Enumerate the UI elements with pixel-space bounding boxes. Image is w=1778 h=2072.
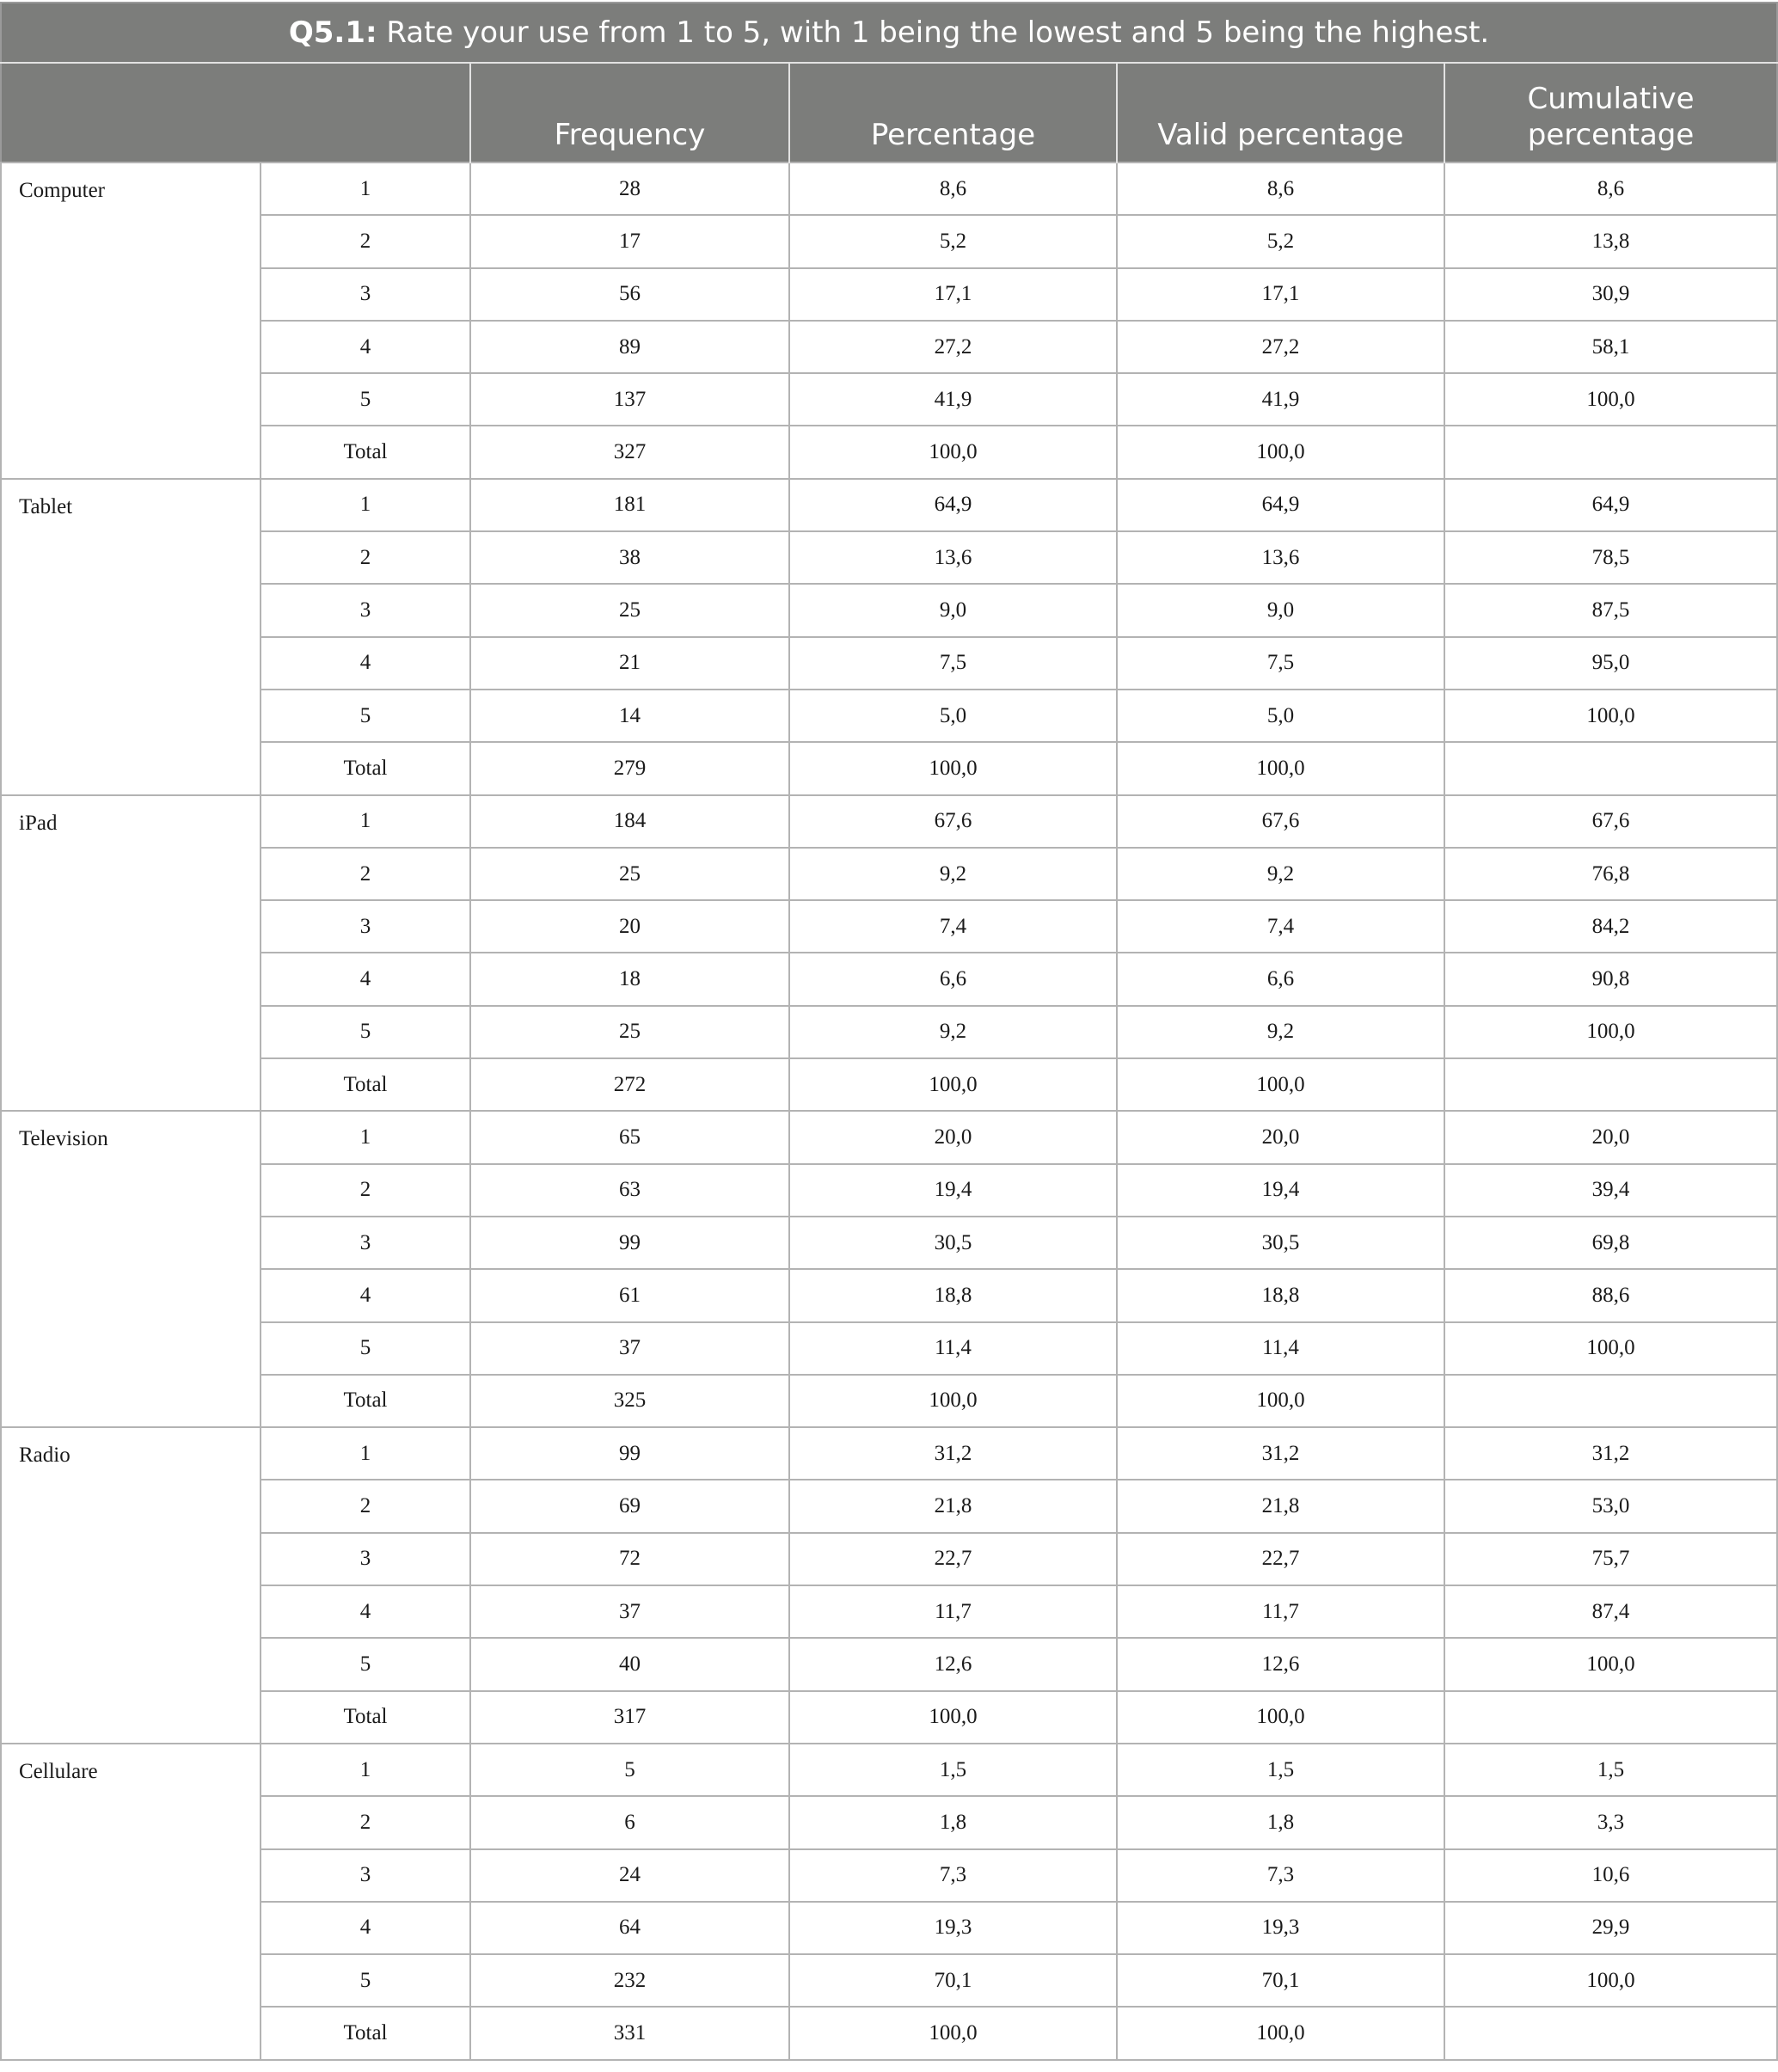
- cell-frequency: 14: [470, 690, 789, 742]
- cell-frequency: 5: [470, 1744, 789, 1796]
- cell-percentage: 70,1: [789, 1954, 1117, 2007]
- cell-frequency: 25: [470, 1006, 789, 1058]
- table-title: [1, 3, 1777, 63]
- table-body: [1, 162, 1777, 2060]
- table-row: [1, 1796, 1777, 1848]
- column-header-cumulative-percentage: Cumulative percentage: [1444, 63, 1777, 162]
- table-row: [1, 900, 1777, 953]
- cell-rating: 2: [261, 1480, 470, 1532]
- table-row: [1, 637, 1777, 690]
- cell-frequency: 232: [470, 1954, 789, 2007]
- cell-frequency: 279: [470, 742, 789, 794]
- cell-cumulative-percentage: 53,0: [1444, 1480, 1777, 1532]
- cell-percentage: 100,0: [789, 1691, 1117, 1744]
- cell-frequency: 64: [470, 1902, 789, 1954]
- cell-percentage: 11,4: [789, 1322, 1117, 1375]
- cell-rating: Total: [261, 1691, 470, 1744]
- cell-frequency: 18: [470, 953, 789, 1005]
- cell-percentage: 27,2: [789, 321, 1117, 373]
- table-title-row: [1, 3, 1777, 63]
- cell-valid-percentage: 9,0: [1117, 584, 1444, 636]
- table-row: [1, 690, 1777, 742]
- cell-cumulative-percentage: 100,0: [1444, 1638, 1777, 1690]
- cell-cumulative-percentage: 88,6: [1444, 1269, 1777, 1321]
- cell-frequency: 65: [470, 1111, 789, 1163]
- cell-frequency: 56: [470, 268, 789, 321]
- table-row: [1, 1322, 1777, 1375]
- cell-frequency: 63: [470, 1164, 789, 1217]
- cell-percentage: 17,1: [789, 268, 1117, 321]
- device-label: Cellulare: [1, 1744, 261, 2060]
- cell-frequency: 25: [470, 584, 789, 636]
- cell-rating: 4: [261, 1585, 470, 1638]
- cell-cumulative-percentage: 100,0: [1444, 1322, 1777, 1375]
- cell-cumulative-percentage: 76,8: [1444, 848, 1777, 900]
- device-label: Radio: [1, 1427, 261, 1744]
- cell-valid-percentage: 20,0: [1117, 1111, 1444, 1163]
- cell-percentage: 12,6: [789, 1638, 1117, 1690]
- table-row: [1, 426, 1777, 478]
- cell-valid-percentage: 100,0: [1117, 1058, 1444, 1111]
- cell-rating: Total: [261, 426, 470, 478]
- cell-rating: 1: [261, 1427, 470, 1480]
- cell-cumulative-percentage: 67,6: [1444, 795, 1777, 848]
- cell-rating: 2: [261, 531, 470, 584]
- cell-percentage: 1,5: [789, 1744, 1117, 1796]
- table-row: [1, 1164, 1777, 1217]
- cell-frequency: 37: [470, 1322, 789, 1375]
- cell-cumulative-percentage: 1,5: [1444, 1744, 1777, 1796]
- cell-percentage: 7,5: [789, 637, 1117, 690]
- cell-rating: 2: [261, 1164, 470, 1217]
- device-label: iPad: [1, 795, 261, 1112]
- column-header-row: [1, 63, 1777, 162]
- cell-percentage: 7,3: [789, 1849, 1117, 1902]
- cell-cumulative-percentage: 84,2: [1444, 900, 1777, 953]
- cell-cumulative-percentage: 100,0: [1444, 690, 1777, 742]
- cell-frequency: 99: [470, 1217, 789, 1269]
- cell-rating: 5: [261, 1954, 470, 2007]
- cell-cumulative-percentage: 90,8: [1444, 953, 1777, 1005]
- cell-valid-percentage: 11,4: [1117, 1322, 1444, 1375]
- cell-percentage: 19,3: [789, 1902, 1117, 1954]
- table-row: [1, 1744, 1777, 1796]
- cell-rating: Total: [261, 1375, 470, 1427]
- cell-percentage: 100,0: [789, 742, 1117, 794]
- cell-rating: 3: [261, 1533, 470, 1585]
- cell-valid-percentage: 17,1: [1117, 268, 1444, 321]
- column-header-blank: [1, 63, 470, 162]
- cell-rating: 4: [261, 321, 470, 373]
- cell-valid-percentage: 67,6: [1117, 795, 1444, 848]
- cell-rating: 5: [261, 373, 470, 426]
- cell-valid-percentage: 30,5: [1117, 1217, 1444, 1269]
- cell-percentage: 21,8: [789, 1480, 1117, 1532]
- table-row: [1, 215, 1777, 267]
- cell-valid-percentage: 18,8: [1117, 1269, 1444, 1321]
- cell-frequency: 69: [470, 1480, 789, 1532]
- cell-valid-percentage: 7,5: [1117, 637, 1444, 690]
- cell-percentage: 9,0: [789, 584, 1117, 636]
- cell-rating: Total: [261, 742, 470, 794]
- table-row: [1, 795, 1777, 848]
- cell-cumulative-percentage: 31,2: [1444, 1427, 1777, 1480]
- table-row: [1, 321, 1777, 373]
- cell-cumulative-percentage: 75,7: [1444, 1533, 1777, 1585]
- cell-valid-percentage: 100,0: [1117, 1691, 1444, 1744]
- cell-percentage: 41,9: [789, 373, 1117, 426]
- cell-valid-percentage: 5,2: [1117, 215, 1444, 267]
- cell-cumulative-percentage: 100,0: [1444, 1006, 1777, 1058]
- cell-cumulative-percentage: [1444, 1058, 1777, 1111]
- cell-rating: 5: [261, 690, 470, 742]
- cell-rating: 1: [261, 162, 470, 215]
- cell-rating: 3: [261, 1217, 470, 1269]
- cell-percentage: 8,6: [789, 162, 1117, 215]
- cell-valid-percentage: 7,4: [1117, 900, 1444, 953]
- table-row: [1, 1638, 1777, 1690]
- frequency-table-frame: [0, 2, 1778, 2061]
- cell-valid-percentage: 5,0: [1117, 690, 1444, 742]
- table-row: [1, 1849, 1777, 1902]
- column-header-frequency: Frequency: [470, 63, 789, 162]
- cell-valid-percentage: 22,7: [1117, 1533, 1444, 1585]
- cell-valid-percentage: 19,4: [1117, 1164, 1444, 1217]
- cell-frequency: 21: [470, 637, 789, 690]
- table-row: [1, 1533, 1777, 1585]
- cell-percentage: 11,7: [789, 1585, 1117, 1638]
- table-row: [1, 1427, 1777, 1480]
- cell-rating: 1: [261, 1111, 470, 1163]
- cell-cumulative-percentage: 3,3: [1444, 1796, 1777, 1848]
- cell-frequency: 72: [470, 1533, 789, 1585]
- cell-valid-percentage: 100,0: [1117, 426, 1444, 478]
- frequency-table: [0, 2, 1778, 2061]
- cell-cumulative-percentage: 100,0: [1444, 373, 1777, 426]
- cell-valid-percentage: 6,6: [1117, 953, 1444, 1005]
- cell-percentage: 100,0: [789, 1375, 1117, 1427]
- cell-frequency: 137: [470, 373, 789, 426]
- cell-cumulative-percentage: 64,9: [1444, 479, 1777, 531]
- cell-frequency: 28: [470, 162, 789, 215]
- cell-rating: 5: [261, 1638, 470, 1690]
- cell-percentage: 5,2: [789, 215, 1117, 267]
- cell-valid-percentage: 19,3: [1117, 1902, 1444, 1954]
- cell-frequency: 89: [470, 321, 789, 373]
- cell-cumulative-percentage: 87,4: [1444, 1585, 1777, 1638]
- table-row: [1, 1954, 1777, 2007]
- cell-valid-percentage: 64,9: [1117, 479, 1444, 531]
- table-row: [1, 1902, 1777, 1954]
- cell-valid-percentage: 12,6: [1117, 1638, 1444, 1690]
- cell-cumulative-percentage: 78,5: [1444, 531, 1777, 584]
- table-title-text: Rate your use from 1 to 5, with 1 being the lowest and 5 being the highest.: [377, 15, 1490, 50]
- cell-percentage: 1,8: [789, 1796, 1117, 1848]
- cell-frequency: 181: [470, 479, 789, 531]
- cell-percentage: 5,0: [789, 690, 1117, 742]
- table-row: [1, 1058, 1777, 1111]
- column-header-percentage: Percentage: [789, 63, 1117, 162]
- cell-cumulative-percentage: 10,6: [1444, 1849, 1777, 1902]
- cell-rating: 3: [261, 900, 470, 953]
- cell-cumulative-percentage: 20,0: [1444, 1111, 1777, 1163]
- cell-rating: 4: [261, 637, 470, 690]
- cell-frequency: 38: [470, 531, 789, 584]
- cell-rating: 1: [261, 479, 470, 531]
- cell-valid-percentage: 9,2: [1117, 848, 1444, 900]
- cell-percentage: 6,6: [789, 953, 1117, 1005]
- cell-percentage: 9,2: [789, 1006, 1117, 1058]
- cell-cumulative-percentage: [1444, 1375, 1777, 1427]
- cell-percentage: 7,4: [789, 900, 1117, 953]
- cell-frequency: 40: [470, 1638, 789, 1690]
- cell-rating: 1: [261, 795, 470, 848]
- cell-frequency: 325: [470, 1375, 789, 1427]
- table-row: [1, 1585, 1777, 1638]
- cell-frequency: 61: [470, 1269, 789, 1321]
- cell-percentage: 19,4: [789, 1164, 1117, 1217]
- table-row: [1, 2007, 1777, 2060]
- table-row: [1, 1269, 1777, 1321]
- cell-valid-percentage: 8,6: [1117, 162, 1444, 215]
- cell-valid-percentage: 11,7: [1117, 1585, 1444, 1638]
- cell-valid-percentage: 1,5: [1117, 1744, 1444, 1796]
- cell-rating: 4: [261, 1902, 470, 1954]
- cell-percentage: 64,9: [789, 479, 1117, 531]
- cell-percentage: 100,0: [789, 426, 1117, 478]
- cell-frequency: 37: [470, 1585, 789, 1638]
- table-row: [1, 1217, 1777, 1269]
- cell-rating: 4: [261, 953, 470, 1005]
- table-row: [1, 1006, 1777, 1058]
- cell-percentage: 9,2: [789, 848, 1117, 900]
- cell-valid-percentage: 13,6: [1117, 531, 1444, 584]
- cell-cumulative-percentage: [1444, 2007, 1777, 2060]
- cell-rating: Total: [261, 2007, 470, 2060]
- cell-rating: 3: [261, 268, 470, 321]
- cell-valid-percentage: 7,3: [1117, 1849, 1444, 1902]
- cell-rating: 5: [261, 1006, 470, 1058]
- cell-rating: 2: [261, 848, 470, 900]
- cell-rating: 3: [261, 584, 470, 636]
- cell-cumulative-percentage: 30,9: [1444, 268, 1777, 321]
- cell-valid-percentage: 41,9: [1117, 373, 1444, 426]
- cell-rating: 2: [261, 215, 470, 267]
- device-label: Tablet: [1, 479, 261, 795]
- table-row: [1, 531, 1777, 584]
- cell-frequency: 20: [470, 900, 789, 953]
- cell-cumulative-percentage: 39,4: [1444, 1164, 1777, 1217]
- cell-rating: 4: [261, 1269, 470, 1321]
- cell-frequency: 24: [470, 1849, 789, 1902]
- cell-frequency: 184: [470, 795, 789, 848]
- cell-valid-percentage: 100,0: [1117, 1375, 1444, 1427]
- cell-cumulative-percentage: 13,8: [1444, 215, 1777, 267]
- cell-percentage: 18,8: [789, 1269, 1117, 1321]
- cell-valid-percentage: 1,8: [1117, 1796, 1444, 1848]
- cell-frequency: 327: [470, 426, 789, 478]
- cell-cumulative-percentage: 8,6: [1444, 162, 1777, 215]
- cell-cumulative-percentage: [1444, 742, 1777, 794]
- cell-cumulative-percentage: 69,8: [1444, 1217, 1777, 1269]
- table-row: [1, 373, 1777, 426]
- column-header-valid-percentage: Valid percentage: [1117, 63, 1444, 162]
- table-row: [1, 1691, 1777, 1744]
- cell-valid-percentage: 21,8: [1117, 1480, 1444, 1532]
- cell-valid-percentage: 27,2: [1117, 321, 1444, 373]
- table-row: [1, 1375, 1777, 1427]
- table-row: [1, 162, 1777, 215]
- cell-valid-percentage: 9,2: [1117, 1006, 1444, 1058]
- table-row: [1, 584, 1777, 636]
- cell-percentage: 100,0: [789, 1058, 1117, 1111]
- cell-rating: 3: [261, 1849, 470, 1902]
- cell-cumulative-percentage: 100,0: [1444, 1954, 1777, 2007]
- table-row: [1, 953, 1777, 1005]
- cell-valid-percentage: 70,1: [1117, 1954, 1444, 2007]
- cell-percentage: 100,0: [789, 2007, 1117, 2060]
- table-row: [1, 742, 1777, 794]
- cell-valid-percentage: 100,0: [1117, 2007, 1444, 2060]
- cell-cumulative-percentage: 58,1: [1444, 321, 1777, 373]
- cell-valid-percentage: 31,2: [1117, 1427, 1444, 1480]
- cell-valid-percentage: 100,0: [1117, 742, 1444, 794]
- cell-frequency: 331: [470, 2007, 789, 2060]
- table-row: [1, 1480, 1777, 1532]
- cell-percentage: 13,6: [789, 531, 1117, 584]
- cell-frequency: 99: [470, 1427, 789, 1480]
- cell-cumulative-percentage: [1444, 1691, 1777, 1744]
- table-row: [1, 1111, 1777, 1163]
- table-title-question-id: Q5.1:: [288, 15, 377, 50]
- device-label: Computer: [1, 162, 261, 479]
- cell-percentage: 31,2: [789, 1427, 1117, 1480]
- cell-rating: 5: [261, 1322, 470, 1375]
- cell-frequency: 317: [470, 1691, 789, 1744]
- cell-cumulative-percentage: 29,9: [1444, 1902, 1777, 1954]
- cell-rating: 1: [261, 1744, 470, 1796]
- device-label: Television: [1, 1111, 261, 1427]
- cell-percentage: 22,7: [789, 1533, 1117, 1585]
- cell-frequency: 25: [470, 848, 789, 900]
- cell-cumulative-percentage: 87,5: [1444, 584, 1777, 636]
- cell-cumulative-percentage: 95,0: [1444, 637, 1777, 690]
- cell-percentage: 20,0: [789, 1111, 1117, 1163]
- cell-cumulative-percentage: [1444, 426, 1777, 478]
- cell-rating: Total: [261, 1058, 470, 1111]
- cell-frequency: 6: [470, 1796, 789, 1848]
- cell-percentage: 67,6: [789, 795, 1117, 848]
- cell-rating: 2: [261, 1796, 470, 1848]
- cell-frequency: 272: [470, 1058, 789, 1111]
- cell-frequency: 17: [470, 215, 789, 267]
- cell-percentage: 30,5: [789, 1217, 1117, 1269]
- table-row: [1, 268, 1777, 321]
- table-row: [1, 848, 1777, 900]
- table-row: [1, 479, 1777, 531]
